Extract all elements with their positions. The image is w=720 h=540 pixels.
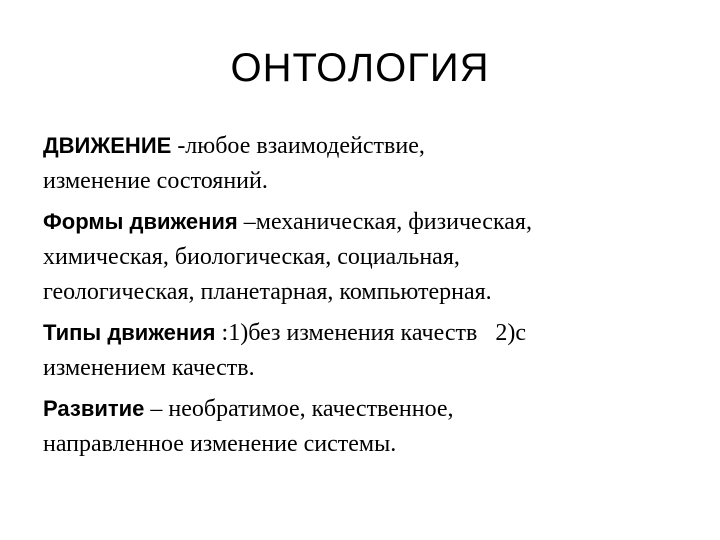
definition-line xyxy=(43,391,683,427)
definition-line: изменение состояний. xyxy=(43,168,268,194)
definition-line: геологическая, планетарная, компьютерная. xyxy=(43,279,492,305)
term-types-of-motion: Типы движения xyxy=(43,320,216,345)
definition-motion xyxy=(43,128,683,199)
definition-text: :1)без изменения качеств 2)с xyxy=(215,320,526,346)
term-forms-of-motion: Формы движения xyxy=(43,209,238,234)
definition-types-of-motion xyxy=(43,315,683,386)
definition-line: изменением качеств. xyxy=(43,355,255,381)
slide-title: ОНТОЛОГИЯ xyxy=(230,46,490,90)
definition-development xyxy=(43,391,683,462)
definition-line: химическая, биологическая, социальная, xyxy=(43,244,460,270)
slide-content xyxy=(43,128,683,467)
definition-line: направленное изменение системы. xyxy=(43,431,397,457)
definition-line xyxy=(43,315,683,351)
definition-text: –механическая, физическая, xyxy=(237,209,532,235)
definition-text: -любое взаимодействие, xyxy=(171,133,425,159)
term-development: Развитие xyxy=(43,396,145,421)
term-motion: ДВИЖЕНИЕ xyxy=(43,133,172,158)
definition-forms-of-motion xyxy=(43,204,683,310)
definition-line xyxy=(43,128,683,164)
definition-text: – необратимое, качественное, xyxy=(144,396,454,422)
definition-line xyxy=(43,204,683,240)
